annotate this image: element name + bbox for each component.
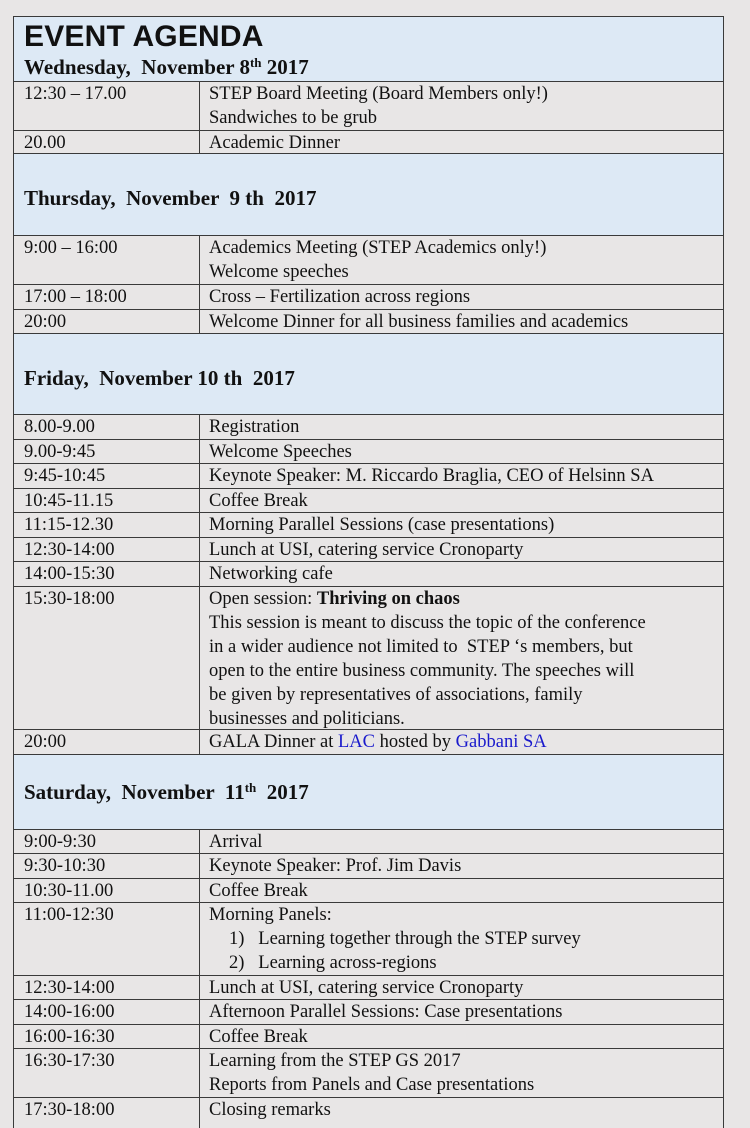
list-item: 2) Learning across-regions [229,953,437,973]
time-cell: 14:00-16:00 [14,1000,200,1024]
table-row [14,415,723,440]
time-cell: 15:30-18:00 [14,587,200,729]
description-cell: Networking cafe [209,564,333,584]
event-agenda-table [13,16,724,1128]
time-cell: 14:00-15:30 [14,562,200,586]
description-cell: Morning Panels: 1) Learning together through the STEP survey 2) Learning across-regions [200,903,723,975]
day-title-saturday: Saturday, November 11th 2017 [24,780,309,804]
time-cell: 20:00 [14,730,200,754]
description-cell: Coffee Break [209,1027,308,1047]
description-cell: Arrival [209,832,263,852]
time-cell: 11:00-12:30 [14,903,200,975]
table-row [14,440,723,464]
time-cell: 12:30-14:00 [14,538,200,561]
table-row [14,513,723,538]
time-cell: 20.00 [14,131,200,153]
table-row [14,464,723,489]
table-row [14,131,723,154]
description-cell: Coffee Break [209,881,308,901]
description-cell: Welcome Speeches [209,442,352,462]
list-item: 1) Learning together through the STEP survey [229,929,581,949]
description-cell: STEP Board Meeting (Board Members only!) Sandwiches to be grub [209,84,548,128]
time-cell: 12:30 – 17.00 [14,82,200,130]
description-cell: Academic Dinner [209,133,340,153]
table-row [14,830,723,854]
table-row [14,1000,723,1025]
table-row [14,538,723,562]
description-cell: Welcome Dinner for all business families and academics [209,312,629,332]
table-row [14,285,723,310]
time-cell: 9:45-10:45 [14,464,200,488]
table-row [14,879,723,903]
description-cell: Academics Meeting (STEP Academics only!) Welcome speeches [209,238,547,282]
table-row [14,854,723,879]
time-cell: 10:45-11.15 [14,489,200,512]
day-title-thursday: Thursday, November 9 th 2017 [24,186,317,210]
table-row [14,976,723,1000]
time-cell: 8.00-9.00 [14,415,200,439]
time-cell: 12:30-14:00 [14,976,200,999]
table-row [14,562,723,587]
description-cell: Lunch at USI, catering service Cronoparty [209,978,524,998]
table-row [14,587,723,730]
description-cell: Cross – Fertilization across regions [209,287,471,307]
time-cell: 16:30-17:30 [14,1049,200,1097]
time-cell: 20:00 [14,310,200,333]
table-row [14,1098,723,1128]
description-cell: Lunch at USI, catering service Cronoparty [209,540,524,560]
time-cell: 16:00-16:30 [14,1025,200,1048]
description-cell: Morning Parallel Sessions (case presentations) [209,515,555,535]
day-header-wednesday [14,17,723,82]
time-cell: 9:00-9:30 [14,830,200,853]
day-title-wednesday: Wednesday, November 8th 2017 [24,55,309,79]
table-row [14,730,723,755]
time-cell: 17:30-18:00 [14,1098,200,1128]
description-cell: Closing remarks [209,1100,331,1120]
description-cell: Afternoon Parallel Sessions: Case presentations [209,1002,563,1022]
table-row [14,1049,723,1098]
day-header-saturday [14,755,723,830]
description-cell: Keynote Speaker: M. Riccardo Braglia, CEO of Helsinn SA [209,466,654,486]
gabbani-link[interactable]: Gabbani SA [455,732,547,752]
time-cell: 10:30-11.00 [14,879,200,902]
table-row [14,236,723,285]
day-header-thursday [14,154,723,236]
time-cell: 17:00 – 18:00 [14,285,200,309]
description-cell: Coffee Break [209,491,308,511]
lac-link[interactable]: LAC [337,732,375,752]
day-header-friday [14,334,723,415]
time-cell: 9:00 – 16:00 [14,236,200,284]
table-row [14,82,723,131]
description-cell: Registration [209,417,300,437]
open-session-title: Thriving on chaos [316,589,460,609]
time-cell: 9:30-10:30 [14,854,200,878]
time-cell: 11:15-12.30 [14,513,200,537]
description-cell: Open session: Thriving on chaos This session is meant to discuss the topic of the conference in a wider audience not limited to STEP ‘s members, but open to the entire business community. The speeches will be given by representatives of associations, family businesses and politicians. [209,589,646,729]
description-cell: Learning from the STEP GS 2017 Reports from Panels and Case presentations [209,1051,535,1095]
description-cell: Keynote Speaker: Prof. Jim Davis [209,856,462,876]
table-row [14,489,723,513]
time-cell: 9.00-9:45 [14,440,200,463]
page-title: EVENT AGENDA [24,20,264,53]
description-cell: GALA Dinner at LAC hosted by Gabbani SA [209,732,547,752]
table-row [14,1025,723,1049]
table-row [14,310,723,334]
day-title-friday: Friday, November 10 th 2017 [24,366,295,390]
table-row [14,903,723,976]
